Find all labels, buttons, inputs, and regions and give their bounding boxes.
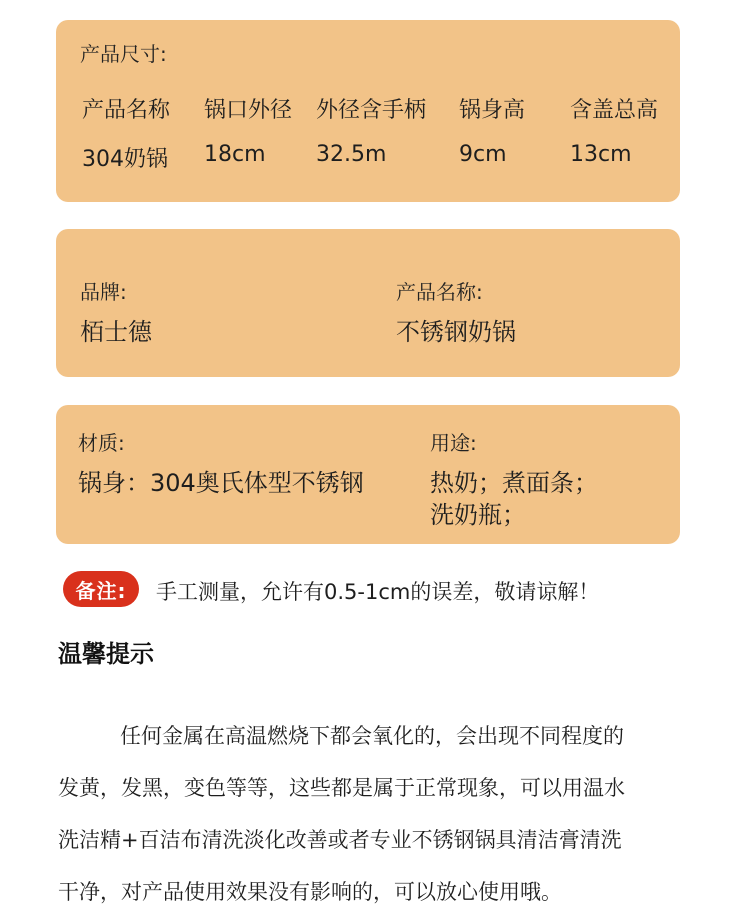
usage-line-1: 热奶；煮面条； bbox=[430, 469, 598, 497]
brand-value: 栢士德 bbox=[80, 318, 152, 346]
material-card bbox=[56, 405, 680, 544]
tips-paragraph bbox=[58, 710, 688, 918]
usage-label: 用途: bbox=[430, 431, 477, 455]
material-label: 材质: bbox=[78, 431, 125, 455]
brand-label: 品牌: bbox=[80, 280, 127, 304]
tips-line-1: 任何金属在高温燃烧下都会氧化的，会出现不同程度的 bbox=[120, 724, 624, 748]
product-name-value: 不锈钢奶锅 bbox=[396, 318, 516, 346]
note-badge: 备注: bbox=[63, 571, 139, 607]
material-value: 锅身：304奥氏体型不锈钢 bbox=[78, 469, 364, 497]
header-outer-diameter-handle: 外径含手柄 bbox=[316, 98, 427, 123]
header-total-height: 含盖总高 bbox=[570, 98, 659, 123]
brand-card bbox=[56, 229, 680, 377]
header-body-height: 锅身高 bbox=[459, 98, 526, 123]
header-product-name: 产品名称 bbox=[82, 98, 171, 123]
tips-title: 温馨提示 bbox=[58, 640, 154, 668]
header-rim-diameter: 锅口外径 bbox=[204, 98, 293, 123]
note-text: 手工测量，允许有0.5-1cm的误差，敬请谅解！ bbox=[156, 580, 600, 604]
size-title: 产品尺寸: bbox=[80, 42, 167, 66]
usage-line-2: 洗奶瓶； bbox=[430, 501, 526, 529]
value-product-name: 304奶锅 bbox=[82, 147, 168, 172]
tips-line-4: 干净，对产品使用效果没有影响的，可以放心使用哦。 bbox=[58, 880, 562, 904]
size-card bbox=[56, 20, 680, 202]
tips-line-2: 发黄，发黑，变色等等，这些都是属于正常现象，可以用温水 bbox=[58, 776, 625, 800]
value-outer-diameter-handle: 32.5m bbox=[316, 142, 387, 167]
value-body-height: 9cm bbox=[459, 142, 507, 167]
product-name-label: 产品名称: bbox=[396, 280, 483, 304]
value-total-height: 13cm bbox=[570, 142, 632, 167]
tips-line-3: 洗洁精+百洁布清洗淡化改善或者专业不锈钢锅具清洁膏清洗 bbox=[58, 828, 622, 852]
value-rim-diameter: 18cm bbox=[204, 142, 266, 167]
